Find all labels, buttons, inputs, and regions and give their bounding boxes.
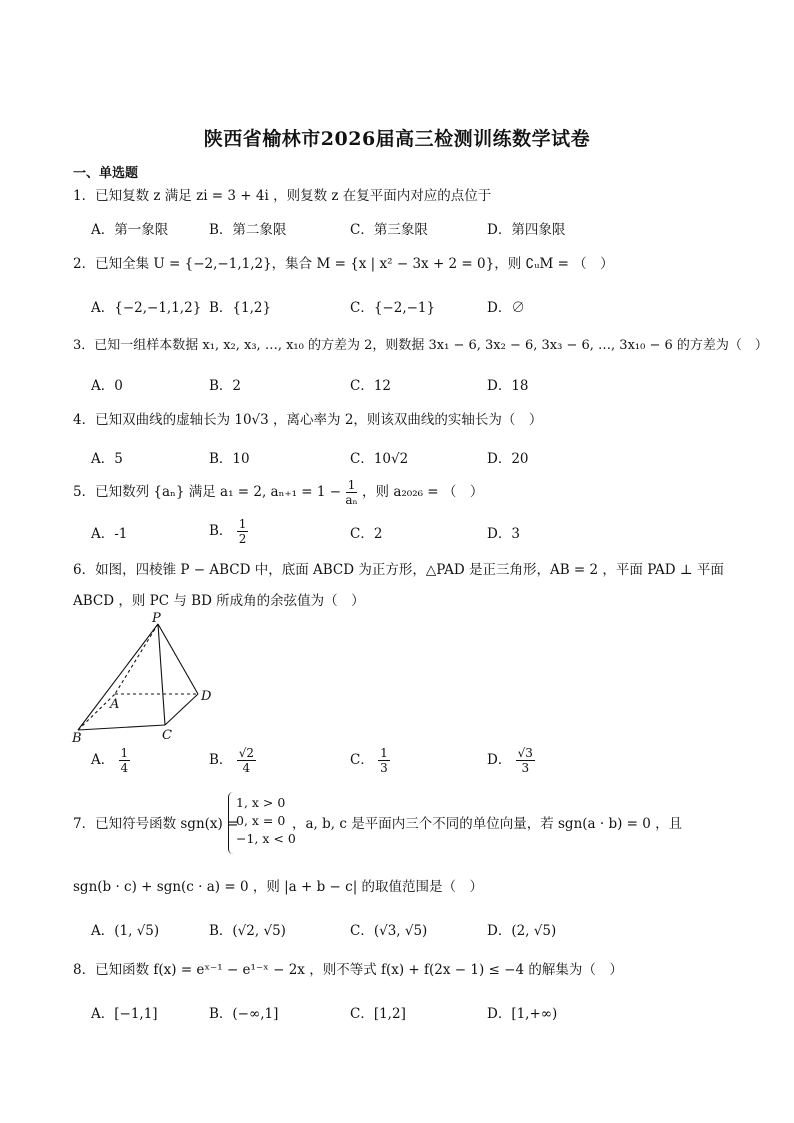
- q8-option-d[interactable]: D．[1,+∞): [487, 1006, 558, 1022]
- q1-option-c[interactable]: C．第三象限: [350, 222, 428, 238]
- q5-fraction-numerator: 1: [347, 478, 356, 492]
- q6-c-numerator: 1: [380, 746, 388, 760]
- q6-option-c-fraction: [378, 746, 390, 775]
- q3-option-b[interactable]: B．2: [209, 378, 242, 394]
- q5-option-b[interactable]: [209, 517, 248, 546]
- q6-option-a[interactable]: [91, 746, 130, 775]
- edge-cd: [165, 694, 198, 725]
- q6-option-a-fraction: [119, 746, 131, 775]
- question-1-stem: 1．已知复数 z 满足 zi = 3 + 4i ，则复数 z 在复平面内对应的点位于: [73, 188, 492, 204]
- q1-option-d[interactable]: D．第四象限: [487, 222, 566, 238]
- q5-option-d[interactable]: D．3: [487, 526, 520, 542]
- question-5-stem: [73, 478, 483, 507]
- q4-option-d[interactable]: D．20: [487, 451, 529, 467]
- question-8-stem: 8．已知函数 f(x) = eˣ⁻¹ − e¹⁻ˣ − 2x ，则不等式 f(x) + f(2x − 1) ≤ −4 的解集为（ ）: [73, 962, 623, 978]
- q5-fraction-denominator: aₙ: [345, 493, 358, 507]
- q6-b-denominator: 4: [242, 761, 251, 775]
- q8-option-b[interactable]: B．(−∞,1]: [209, 1006, 279, 1022]
- q7-option-b[interactable]: B．(√2, √5): [209, 923, 286, 939]
- edge-pc: [158, 624, 165, 725]
- q6-d-denominator: 3: [521, 761, 530, 775]
- q7-case-1: 1, x > 0: [236, 795, 286, 810]
- q6-option-b-label: B．: [209, 752, 233, 768]
- question-7-stem-line2: sgn(b · c) + sgn(c · a) = 0 ，则 |a + b − c| 的取值范围是（ ）: [73, 879, 484, 895]
- q6-option-b[interactable]: [209, 746, 256, 775]
- q7-option-d[interactable]: D．(2, √5): [487, 923, 557, 939]
- q2-option-b[interactable]: B．{1,2}: [209, 300, 272, 316]
- edge-pa: [115, 624, 158, 694]
- question-3-stem: 3．已知一组样本数据 x₁, x₂, x₃, …, x₁₀ 的方差为 2，则数据 3x₁ − 6, 3x₂ − 6, 3x₃ − 6, …, 3x₁₀ − 6 的方差为（ ）: [73, 338, 768, 353]
- q4-option-b[interactable]: B．10: [209, 451, 250, 467]
- q1-option-b[interactable]: B．第二象限: [209, 222, 287, 238]
- question-6-stem-line1: 6．如图，四棱锥 P − ABCD 中，底面 ABCD 为正方形，△PAD 是正三角形，AB = 2 ，平面 PAD ⊥ 平面: [73, 562, 724, 578]
- q6-option-c-label: C．: [350, 752, 374, 768]
- q6-option-c[interactable]: [350, 746, 390, 775]
- q6-option-b-fraction: [237, 746, 256, 775]
- q2-option-c[interactable]: C．{−2,−1}: [350, 300, 436, 316]
- q6-option-d-label: D．: [487, 752, 512, 768]
- q8-option-a[interactable]: A．[−1,1]: [91, 1006, 158, 1022]
- q6-d-numerator: √3: [517, 746, 533, 760]
- q5-option-b-label: B．: [209, 523, 233, 539]
- q5-stem-post: ，则 a₂₀₂₆ = （ ）: [362, 484, 484, 500]
- question-7-stem-post: ，a, b, c 是平面内三个不同的单位向量，若 sgn(a · b) = 0 ，且: [292, 816, 683, 832]
- q5-option-b-denominator: 2: [238, 532, 247, 546]
- q7-brace: [228, 792, 235, 854]
- q7-option-c[interactable]: C．(√3, √5): [350, 923, 428, 939]
- q5-fraction: [345, 478, 357, 507]
- q6-option-a-label: A．: [91, 752, 115, 768]
- q4-option-a[interactable]: A．5: [91, 451, 123, 467]
- question-2-stem: 2．已知全集 U = {−2,−1,1,2}，集合 M = {x | x² − 3x + 2 = 0}，则 ∁ᵤM = （ ）: [73, 256, 614, 272]
- q5-option-c[interactable]: C．2: [350, 526, 383, 542]
- q5-option-b-fraction: [237, 517, 249, 546]
- q7-case-3: −1, x < 0: [236, 831, 296, 846]
- q6-c-denominator: 3: [380, 761, 388, 775]
- q4-option-c[interactable]: C．10√2: [350, 451, 409, 467]
- exam-title: 陕西省榆林市2026届高三检测训练数学试卷: [203, 128, 591, 150]
- q7-piecewise-cases: [228, 792, 296, 850]
- label-c: C: [162, 728, 172, 742]
- section-heading: 一、单选题: [73, 166, 139, 181]
- pyramid-figure: [70, 612, 230, 742]
- label-p: P: [152, 612, 161, 626]
- q7-option-a[interactable]: A．(1, √5): [91, 923, 160, 939]
- q5-option-b-numerator: 1: [238, 517, 247, 531]
- q3-option-a[interactable]: A．0: [91, 378, 123, 394]
- q3-option-d[interactable]: D．18: [487, 378, 529, 394]
- question-4-stem: 4．已知双曲线的虚轴长为 10√3 ，离心率为 2，则该双曲线的实轴长为（ ）: [73, 412, 543, 428]
- edge-pd: [158, 624, 198, 694]
- q6-a-denominator: 4: [120, 761, 129, 775]
- q2-option-d[interactable]: D．∅: [487, 300, 525, 316]
- q3-option-c[interactable]: C．12: [350, 378, 392, 394]
- q7-case-2: 0, x = 0: [236, 813, 286, 828]
- question-6-stem-line2: ABCD ，则 PC 与 BD 所成角的余弦值为（ ）: [73, 593, 365, 609]
- q5-stem-pre: 5．已知数列 {aₙ} 满足 a₁ = 2, aₙ₊₁ = 1 −: [73, 484, 342, 500]
- q6-b-numerator: √2: [238, 746, 254, 760]
- edge-bc: [78, 725, 165, 730]
- label-d: D: [201, 689, 212, 704]
- q6-option-d[interactable]: [487, 746, 535, 775]
- q5-option-a[interactable]: A．-1: [91, 526, 128, 542]
- label-b: B: [72, 731, 82, 742]
- q8-option-c[interactable]: C．[1,2]: [350, 1006, 406, 1022]
- q2-option-a[interactable]: A．{−2,−1,1,2}: [91, 300, 202, 316]
- label-a: A: [110, 697, 120, 712]
- q6-a-numerator: 1: [120, 746, 129, 760]
- q6-option-d-fraction: [516, 746, 535, 775]
- edge-pb: [78, 624, 158, 730]
- question-7-stem-pre: 7．已知符号函数 sgn(x) =: [73, 816, 239, 832]
- q1-option-a[interactable]: A．第一象限: [91, 222, 169, 238]
